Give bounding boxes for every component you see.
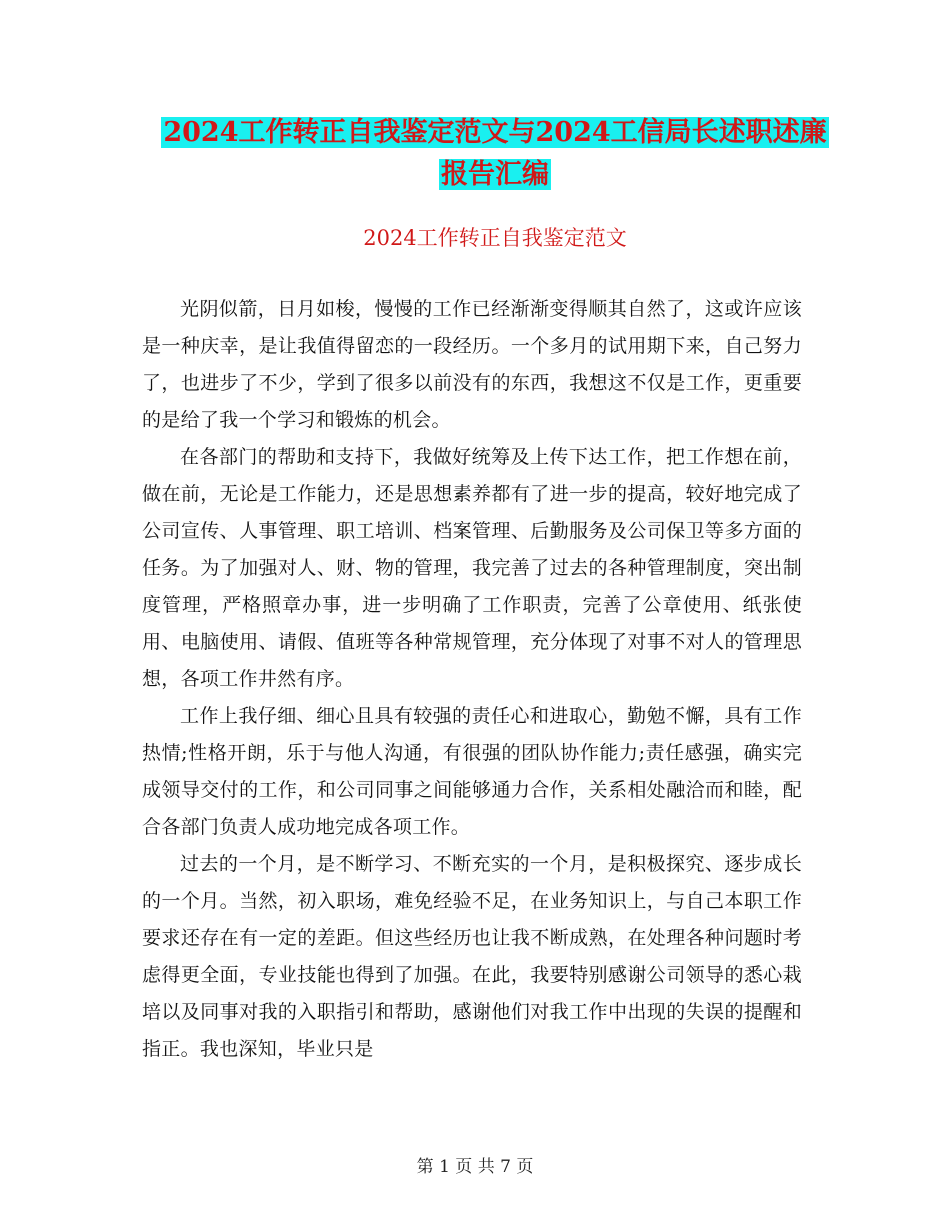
document-title-line2: 报告汇编 [441,159,549,190]
paragraph: 工作上我仔细、细心且具有较强的责任心和进取心，勤勉不懈，具有工作热情;性格开朗，乐于与他人沟通，有很强的团队协作能力;责任感强，确实完成领导交付的工作，和公司同事之间能够通力合作，关系相处融洽而和睦，配合各部门负责人成功地完成各项工作。 [142,705,802,838]
section-title: 2024工作转正自我鉴定范文 [363,226,627,250]
document-title [140,112,850,196]
paragraph: 在各部门的帮助和支持下，我做好统筹及上传下达工作，把工作想在前，做在前，无论是工作能力，还是思想素养都有了进一步的提高，较好地完成了公司宣传、人事管理、职工培训、档案管理、后勤服务及公司保卫等多方面的任务。为了加强对人、财、物的管理，我完善了过去的各种管理制度，突出制度管理，严格照章办事，进一步明确了工作职责，完善了公章使用、纸张使用、电脑使用、请假、值班等各种常规管理，充分体现了对事不对人的管理思想，各项工作井然有序。 [142,446,802,690]
paragraph: 光阴似箭，日月如梭，慢慢的工作已经渐渐变得顺其自然了，这或许应该是一种庆幸，是让我值得留恋的一段经历。一个多月的试用期下来，自己努力了，也进步了不少，学到了很多以前没有的东西，我想这不仅是工作，更重要的是给了我一个学习和锻炼的机会。 [142,298,802,431]
document-body [142,291,802,1068]
page-footer: 第 1 页 共 7 页 [416,1157,534,1177]
paragraph: 过去的一个月，是不断学习、不断充实的一个月，是积极探究、逐步成长的一个月。当然，初入职场，难免经验不足，在业务知识上，与自己本职工作要求还存在有一定的差距。但这些经历也让我不断成熟，在处理各种问题时考虑得更全面，专业技能也得到了加强。在此，我要特别感谢公司领导的悉心栽培以及同事对我的入职指引和帮助，感谢他们对我工作中出现的失误的提醒和指正。我也深知，毕业只是 [142,853,802,1060]
document-title-line1: 2024工作转正自我鉴定范文与2024工信局长述职述廉 [163,117,827,148]
